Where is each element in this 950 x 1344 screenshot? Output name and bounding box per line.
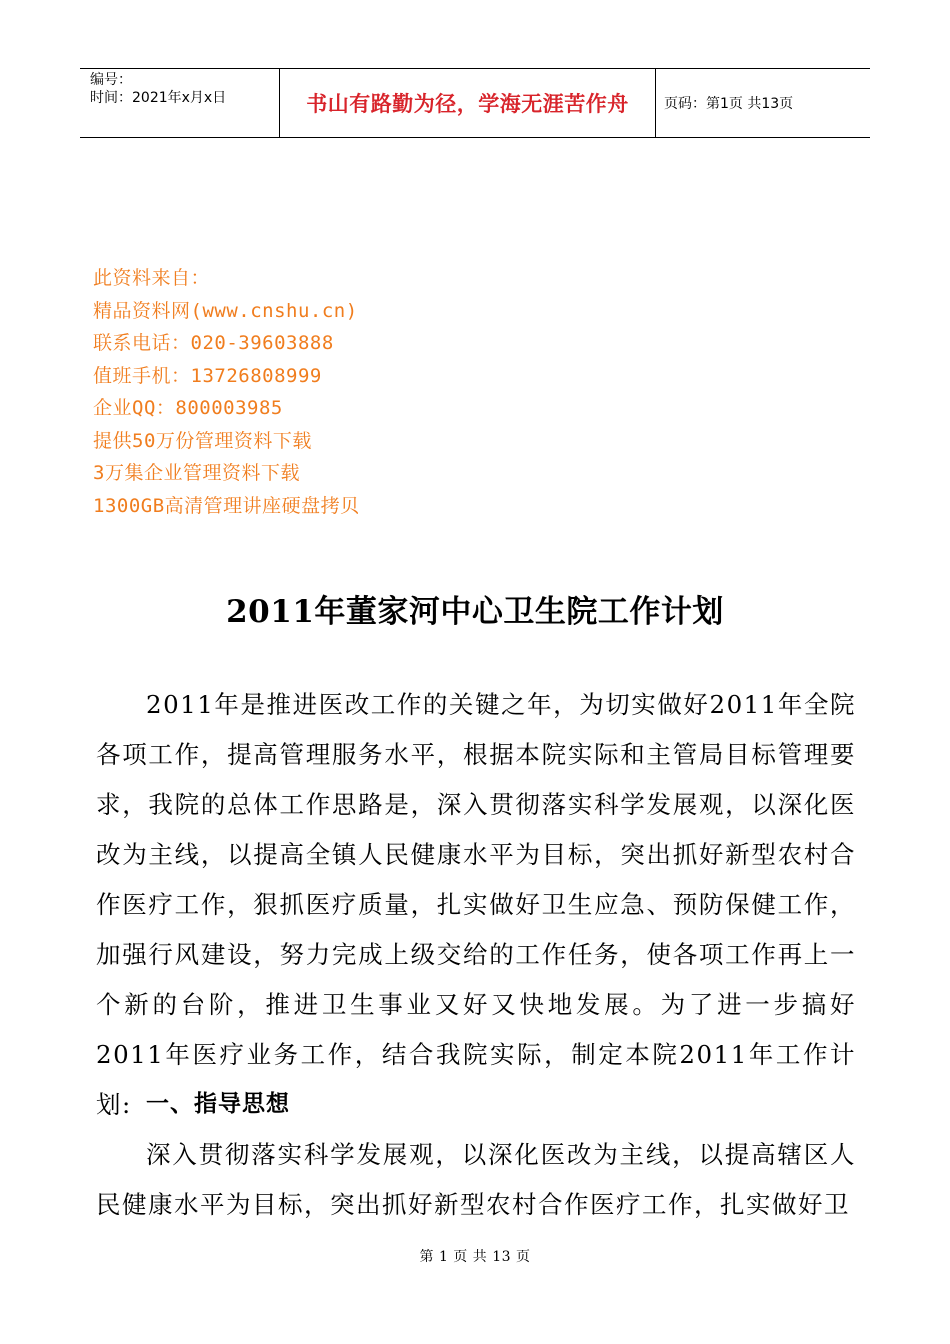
source-line: 提供50万份管理资料下载 xyxy=(93,429,312,452)
time-label: 时间：2021年x月x日 xyxy=(90,90,227,106)
source-line: 3万集企业管理资料下载 xyxy=(93,462,300,484)
document-title: 2011年董家河中心卫生院工作计划 xyxy=(226,594,724,630)
source-line: 值班手机：13726808999 xyxy=(93,364,322,387)
source-line: 1300GB高清管理讲座硬盘拷贝 xyxy=(93,494,360,517)
source-line: 企业QQ：800003985 xyxy=(93,397,283,419)
source-line: 联系电话：020-39603888 xyxy=(93,332,334,354)
header-page-info: 页码：第1页 共13页 xyxy=(664,96,794,112)
header-meta xyxy=(80,69,280,137)
source-line: 精品资料网(www.cnshu.cn) xyxy=(93,299,358,322)
intro-paragraph: 2011年是推进医改工作的关键之年，为切实做好2011年全院各项工作，提高管理服务水平，根据本院实际和主管局目标管理要求，我院的总体工作思路是，深入贯彻落实科学发展观，以深化医改为主线，以提高全镇人民健康水平为目标，突出抓好新型农村合作医疗工作，狠抓医疗质量，扎实做好卫生应急、预防保健工作，加强行风建设，努力完成上级交给的工作任务，使各项工作再上一个新的台阶，推进卫生事业又好又快地发展。为了进一步搞好2011年医疗业务工作，结合我院实际，制定本院2011年工作计划: xyxy=(96,690,856,1119)
section-heading: 一、指导思想 xyxy=(146,1091,290,1117)
page-footer: 第 1 页 共 13 页 xyxy=(419,1249,531,1265)
section-paragraph: 深入贯彻落实科学发展观，以深化医改为主线，以提高辖区人民健康水平为目标，突出抓好新型农村合作医疗工作，扎实做好卫 xyxy=(96,1140,856,1219)
document-header xyxy=(80,68,870,138)
header-motto: 书山有路勤为径，学海无涯苦作舟 xyxy=(280,69,656,137)
source-line: 此资料来自： xyxy=(93,267,211,289)
source-info-block xyxy=(93,262,360,522)
number-label: 编号： xyxy=(90,72,132,88)
